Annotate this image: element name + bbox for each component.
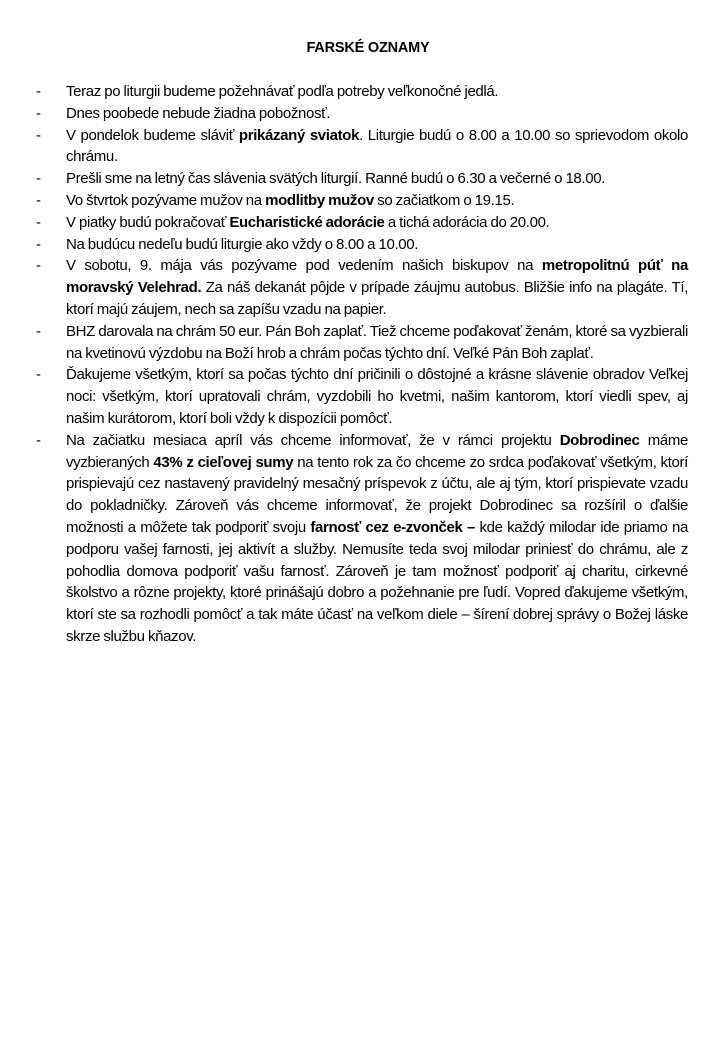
announcement-text: máme vyzbieraných: [66, 431, 688, 471]
emphasized-text: metropolitnú púť na moravský Velehrad.: [66, 257, 688, 297]
announcement-text: Prešli sme na letný čas slávenia svätých liturgií. Ranné budú o 6.30 a večerné o 18.00.: [66, 170, 606, 188]
announcement-text: Teraz po liturgii budeme požehnávať podľa potreby veľkonočné jedlá.: [66, 83, 499, 100]
bullet-dash: -: [36, 126, 41, 144]
bullet-dash: -: [36, 213, 41, 231]
announcement-item: [36, 321, 688, 365]
announcement-item: [36, 364, 688, 429]
announcement-text: na tento rok za čo chceme zo srdca poďakovať všetkým, ktorí prispievajú cez nastavený pravidelný mesačný príspevok z účtu, ale aj tým, ktorí prispievate vzadu do pokladničky. Zároveň vás chceme informovať, že projekt Dobrodinec sa rozšíril o ďalšie možnosti a môžete tak podporiť svoju: [66, 453, 688, 536]
bullet-dash: -: [36, 322, 41, 340]
announcement-item: [36, 255, 688, 320]
bullet-dash: -: [36, 257, 41, 275]
announcement-item: [36, 234, 688, 256]
announcement-item: [36, 212, 688, 234]
announcement-item: [36, 190, 688, 212]
document-title: FARSKÉ OZNAMY: [306, 40, 430, 56]
emphasized-text: Dobrodinec: [559, 431, 640, 449]
announcement-item: [36, 103, 688, 125]
announcement-text: V pondelok budeme sláviť: [66, 126, 239, 144]
emphasized-text: Eucharistické adorácie: [229, 213, 385, 231]
announcement-text: V piatky budú pokračovať: [66, 213, 230, 231]
announcement-item: [36, 430, 688, 648]
bullet-dash: -: [36, 431, 41, 449]
announcement-item: [36, 125, 688, 169]
announcement-text: . Liturgie budú o 8.00 a 10.00 so sprievodom okolo chrámu.: [66, 126, 688, 166]
bullet-dash: -: [36, 83, 41, 100]
bullet-dash: -: [36, 170, 41, 188]
announcement-text: V sobotu, 9. mája vás pozývame pod vedením našich biskupov na: [66, 257, 542, 275]
emphasized-text: modlitby mužov: [265, 191, 374, 209]
announcement-text: a tichá adorácia do 20.00.: [384, 213, 550, 231]
emphasized-text: farnosť cez e-zvonček –: [310, 518, 475, 536]
bullet-dash: -: [36, 366, 41, 384]
emphasized-text: prikázaný sviatok: [238, 126, 360, 144]
announcement-text: Ďakujeme všetkým, ktorí sa počas týchto dní pričinili o dôstojné a krásne slávenie obradov Veľkej noci: všetkým, ktorí upratovali chrám, vyzdobili ho kvetmi, našim kantorom, ktorí viedli spev, aj našim kurátorom, ktorí boli vždy k dispozícii pomôcť.: [66, 366, 688, 427]
announcement-text: kde každý milodar ide priamo na podporu vašej farnosti, jej aktivít a služby. Nemusíte teda svoj milodar priniesť do chrámu, ale z pohodlia domova podporiť vašu farnosť. Zároveň je tam možnosť podporiť aj charitu, cirkevné školstvo a rôzne projekty, ktoré prinášajú dobro a požehnanie pre ľudí. Vopred ďakujeme všetkým, ktorí ste sa rozhodli pomôcť a tak máte účasť na veľkom diele – šírení dobrej správy o Božej láske skrze službu kňazov.: [66, 518, 688, 645]
bullet-dash: -: [36, 235, 41, 253]
bullet-dash: -: [36, 104, 41, 122]
announcement-text: Na budúcu nedeľu budú liturgie ako vždy o 8.00 a 10.00.: [66, 235, 419, 253]
announcement-text: Vo štvrtok pozývame mužov na: [66, 191, 266, 209]
announcement-text: BHZ darovala na chrám 50 eur. Pán Boh zaplať. Tiež chceme poďakovať ženám, ktoré sa vyzbierali na kvetinovú výzdobu na Boží hrob a chrám počas týchto dní. Veľké Pán Boh zaplať.: [66, 322, 688, 362]
announcement-text: Na začiatku mesiaca apríl vás chceme informovať, že v rámci projektu: [66, 431, 560, 449]
emphasized-text: 43% z cieľovej sumy: [153, 453, 294, 471]
announcement-text: Dnes poobede nebude žiadna pobožnosť.: [66, 104, 331, 122]
announcement-item: [36, 81, 688, 103]
announcement-text: so začiatkom o 19.15.: [373, 191, 515, 209]
announcement-item: [36, 168, 688, 190]
bullet-dash: -: [36, 191, 41, 209]
announcement-list: [0, 81, 720, 648]
announcement-text: Za náš dekanát pôjde v prípade záujmu autobus. Bližšie info na plagáte. Tí, ktorí majú záujem, nech sa zapíšu vzadu na papier.: [66, 279, 688, 318]
